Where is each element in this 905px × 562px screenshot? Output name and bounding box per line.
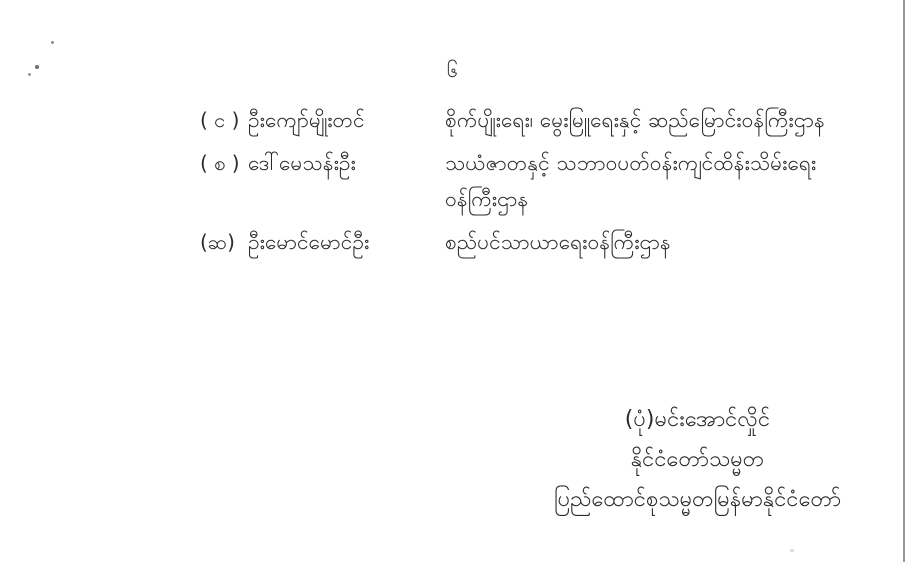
page-number: ၆ (446, 58, 459, 82)
list-item (200, 224, 890, 260)
minister-name: ဒေါ်မေသန်းဦး (248, 151, 356, 175)
ministry-name (445, 224, 890, 260)
signature-block (505, 400, 890, 520)
signature-state-name: ပြည်ထောင်စုသမ္မတမြန်မာနိုင်ငံတော် (553, 487, 842, 512)
list-item (200, 102, 890, 138)
item-label: ( င ) (200, 108, 240, 132)
ministry-name (445, 145, 890, 217)
minister-name: ဦးမောင်မောင်ဦး (248, 230, 370, 254)
ministry-name-line: ဝန်ကြီးဌာန (445, 187, 529, 211)
list-item (200, 145, 890, 217)
item-label: (ဆ) (200, 230, 235, 254)
minister-name: ဦးကျော်မျိုးတင် (248, 108, 365, 132)
ministry-name-line: သယံဇာတနှင့် သဘာဝပတ်ဝန်းကျင်ထိန်းသိမ်းရေး (445, 151, 817, 175)
ministry-name-line: စိုက်ပျိုးရေး၊ မွေးမြူရေးနှင့် ဆည်မြောင်းဝန်ကြီးဌာန (445, 108, 825, 132)
ministry-name (445, 102, 890, 138)
scan-speckle (790, 549, 794, 552)
signature-title: နိုင်ငံတော်သမ္မတ (630, 447, 765, 472)
ministry-name-line: စည်ပင်သာယာရေးဝန်ကြီးဌာန (445, 230, 671, 254)
minister-list (200, 102, 890, 267)
signature-signed-name: (ပုံ)မင်းအောင်လှိုင် (624, 407, 771, 432)
item-label: ( စ ) (200, 151, 240, 175)
scan-speckle (51, 41, 54, 44)
